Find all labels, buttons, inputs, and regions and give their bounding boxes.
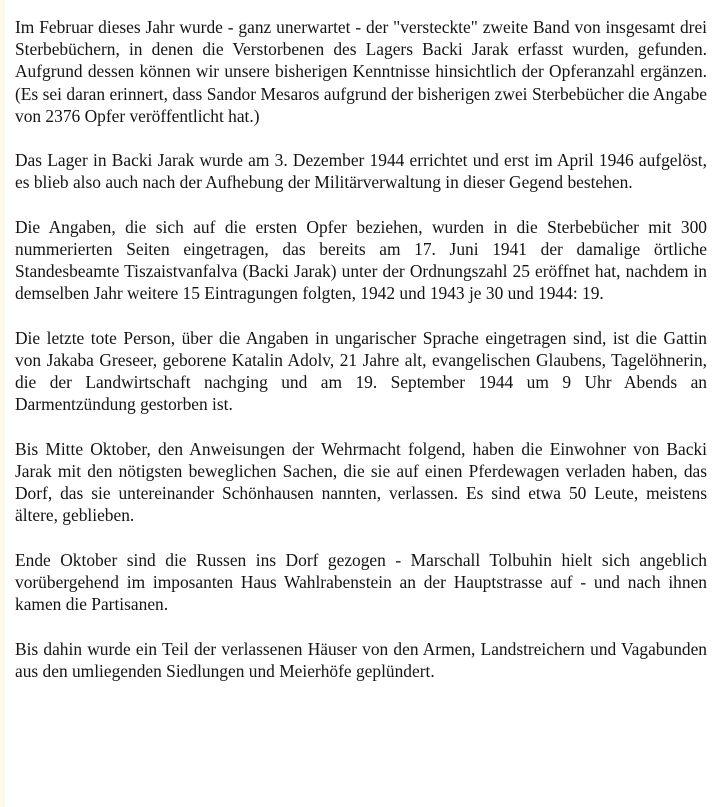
page-edge: [0, 0, 5, 807]
paragraph-pluenderung: Bis dahin wurde ein Teil der verlassenen Häuser von den Armen, Landstreichern und Vagabunden aus den umliegenden Siedlungen und Meierhöfe geplündert.: [15, 638, 707, 681]
paragraph-ende-oktober: Ende Oktober sind die Russen ins Dorf gezogen - Marschall Tolbuhin hielt sich angeblich vorübergehend im imposanten Haus Wahlrabenstein an der Hauptstrasse auf - und nach ihnen kamen die Partisanen.: [15, 549, 707, 615]
paragraph-sterbebuecher-fund: Im Februar dieses Jahr wurde - ganz unerwartet - der "versteckte" zweite Band von insgesamt drei Sterbebüchern, in denen die Verstorbenen des Lagers Backi Jarak erfasst wurden, gefunden. Aufgrund dessen können wir unsere bisherigen Kenntnisse hinsichtlich der Opferanzahl ergänzen. (Es sei daran erinnert, dass Sandor Mesaros aufgrund der bisherigen zwei Sterbebücher die Angabe von 2376 Opfer veröffentlicht hat.): [15, 17, 707, 126]
document-body: [15, 16, 707, 682]
paragraph-lager-errichtung: Das Lager in Backi Jarak wurde am 3. Dezember 1944 errichtet und erst im April 1946 aufgelöst, es blieb also auch nach der Aufhebung der Militärverwaltung in dieser Gegend bestehen.: [15, 150, 707, 193]
paragraph-letzte-tote-person: Die letzte tote Person, über die Angaben in ungarischer Sprache eingetragen sind, ist die Gattin von Jakaba Greseer, geborene Katalin Adolv, 21 Jahre alt, evangelischen Glaubens, Tagelöhnerin, die der Landwirtschaft nachging und am 19. September 1944 um 9 Uhr Abends an Darmentzündung gestorben ist.: [15, 327, 707, 415]
paragraph-erste-opfer: Die Angaben, die sich auf die ersten Opfer beziehen, wurden in die Sterbebücher mit 300 nummerierten Seiten eingetragen, das bereits am 17. Juni 1941 der damalige örtliche Standesbeamte Tiszaistvanfalva (Backi Jarak) unter der Ordnungszahl 25 eröffnet hat, nachdem in demselben Jahr weitere 15 Eintragungen folgten, 1942 und 1943 je 30 und 1944: 19.: [15, 216, 707, 304]
paragraph-mitte-oktober: Bis Mitte Oktober, den Anweisungen der Wehrmacht folgend, haben die Einwohner von Backi Jarak mit den nötigsten beweglichen Sachen, die sie auf einen Pferdewagen verladen haben, das Dorf, das sie untereinander Schönhausen nannten, verlassen. Es sind etwa 50 Leute, meistens ältere, geblieben.: [15, 438, 707, 526]
